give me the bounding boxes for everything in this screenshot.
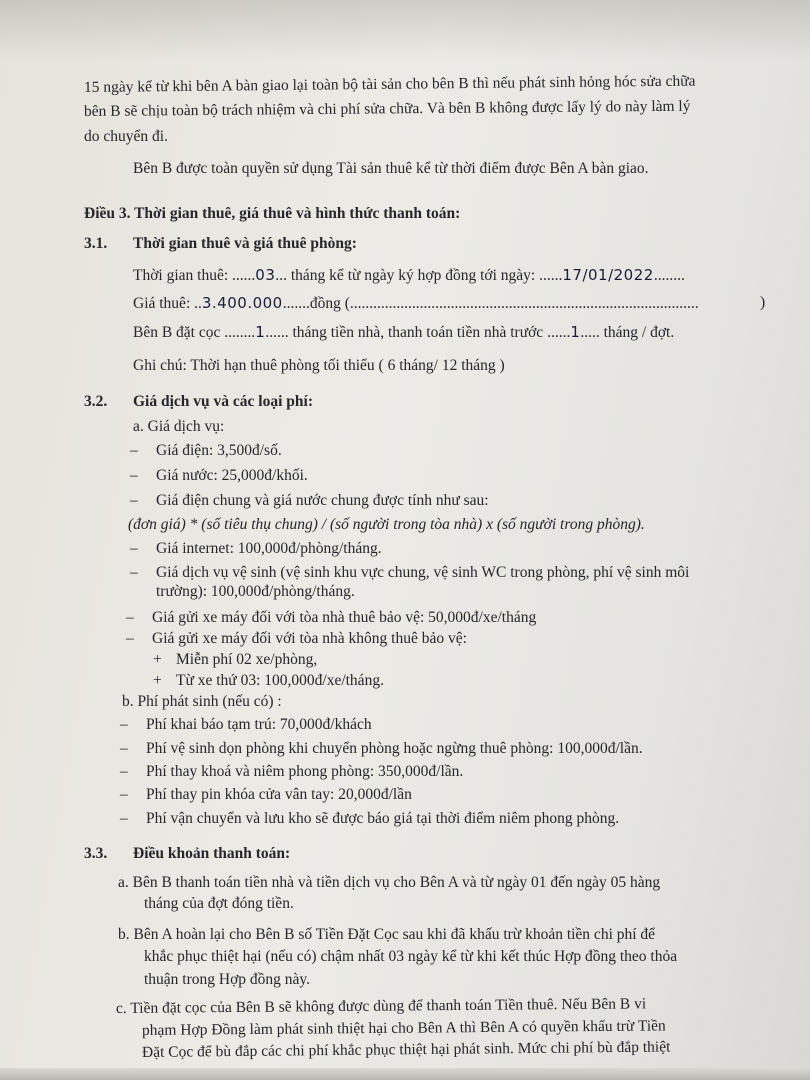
- deposit-dots-left: ........: [224, 324, 256, 341]
- article-3-heading: Điều 3. Thời gian thuê, giá thuê và hình thức thanh toán:: [84, 205, 461, 222]
- intro-line-2: bên B sẽ chịu toàn bộ trách nhiệm và chi phí sửa chữa. Và bên B không được lấy lý do này làm lý: [83, 97, 691, 120]
- fee-transport-storage: Phí vận chuyển và lưu kho sẽ được báo giá tại thời điểm niêm phong phòng.: [146, 810, 620, 827]
- page-shadow: [0, 0, 810, 60]
- fee-lock-change: Phí thay khoá và niêm phong phòng: 350,000đ/lần.: [146, 763, 464, 780]
- parking-unguarded-label: Giá gửi xe máy đối với tòa nhà không thuê bảo vệ:: [152, 630, 467, 647]
- dash-bullet: –: [120, 716, 128, 733]
- electric-price: Giá điện: 3,500đ/số.: [156, 442, 282, 459]
- rent-note: Ghi chú: Thời hạn thuê phòng tối thiểu ( 6 tháng/ 12 tháng ): [133, 357, 505, 374]
- parking-guarded-price: Giá gửi xe máy đối với tòa nhà thuê bảo vệ: 50,000đ/xe/tháng: [152, 609, 537, 626]
- payment-dots-right: .....: [580, 324, 600, 341]
- price-words-dots: ..........................................................................................: [349, 295, 699, 312]
- intro-line-1: 15 ngày kể từ khi bên A bàn giao lại toàn bộ tài sản cho bên B thì nếu phát sinh hỏng hóc sửa chữa: [83, 72, 696, 96]
- payment-term-a-line-2: tháng của đợt đóng tiền.: [144, 895, 294, 912]
- fee-fingerprint-battery: Phí thay pin khóa cửa vân tay: 20,000đ/lần: [146, 786, 412, 803]
- dash-bullet: –: [126, 630, 134, 647]
- price-close-paren: ): [760, 294, 766, 311]
- common-utilities: Giá điện chung và giá nước chung được tính như sau:: [156, 492, 489, 509]
- rent-period-dots-right: ...: [275, 267, 287, 284]
- service-fees-label: a. Giá dịch vụ:: [133, 418, 225, 435]
- fee-temp-residence: Phí khai báo tạm trú: 70,000đ/khách: [146, 716, 372, 733]
- dash-bullet: –: [120, 763, 128, 780]
- parking-third-vehicle: Từ xe thứ 03: 100,000đ/xe/tháng.: [176, 672, 384, 689]
- deposit-text: tháng tiền nhà, thanh toán tiền nhà trước: [292, 324, 544, 341]
- common-formula: (đơn giá) * (số tiêu thụ chung) / (số người trong tòa nhà) x (số người trong phòng).: [128, 516, 645, 533]
- payment-term-c-line-3: Đặt Cọc để bù đắp các chi phí khắc phục thiệt hại phát sinh. Mức chi phí bù đắp thiệt: [141, 1038, 671, 1061]
- payment-term-a-line-1: a. Bên B thanh toán tiền nhà và tiền dịch vụ cho Bên A và từ ngày 01 đến ngày 05 hàng: [118, 874, 661, 891]
- internet-price: Giá internet: 100,000đ/phòng/tháng.: [156, 540, 382, 557]
- section-3-2-number: 3.2.: [84, 393, 108, 410]
- cleaning-price-line-1: Giá dịch vụ vệ sinh (vệ sinh khu vực chung, vệ sinh WC trong phòng, phí vệ sinh môi: [156, 564, 690, 581]
- rent-period-handwritten: 03: [255, 266, 276, 284]
- price-unit: đồng (: [309, 295, 350, 312]
- plus-bullet: +: [153, 672, 162, 689]
- dash-bullet: –: [130, 442, 138, 459]
- parking-free: Miễn phí 02 xe/phòng,: [176, 651, 318, 668]
- payment-term-b-line-1: b. Bên A hoàn lại cho Bên B số Tiền Đặt Cọc sau khi đã khấu trừ khoản tiền chi phí để: [118, 926, 656, 943]
- price-handwritten: 3.400.000: [201, 294, 283, 312]
- section-3-2-title: Giá dịch vụ và các loại phí:: [133, 393, 313, 410]
- fee-room-cleaning: Phí vệ sinh dọn phòng khi chuyển phòng hoặc ngừng thuê phòng: 100,000đ/lần.: [146, 740, 643, 757]
- rent-period-row: [133, 266, 685, 285]
- cleaning-price-line-2: trường): 100,000đ/phòng/tháng.: [156, 583, 355, 600]
- dash-bullet: –: [120, 740, 128, 757]
- price-row: [133, 294, 699, 313]
- deposit-row: [133, 323, 674, 342]
- dash-bullet: –: [130, 467, 138, 484]
- start-date-handwritten: 17/01/2022: [562, 266, 654, 284]
- payment-handwritten: 1: [570, 323, 581, 341]
- dash-bullet: –: [130, 564, 138, 581]
- start-date-dots-right: ........: [653, 267, 685, 284]
- payment-dots-left: ......: [547, 324, 571, 341]
- plus-bullet: +: [153, 651, 162, 668]
- dash-bullet: –: [126, 609, 134, 626]
- dash-bullet: –: [120, 786, 128, 803]
- payment-term-c-line-2: phạm Hợp Đồng làm phát sinh thiệt hại cho Bên A thì Bên A có quyền khấu trừ Tiền: [141, 1017, 666, 1039]
- payment-term-b-line-3: thuận trong Hợp đồng này.: [144, 971, 311, 988]
- section-3-1-number: 3.1.: [84, 235, 108, 252]
- deposit-dots-right: ......: [265, 324, 289, 341]
- price-dots-right: .......: [282, 295, 310, 312]
- start-date-dots-left: ......: [539, 267, 563, 284]
- payment-term-b-line-2: khắc phục thiệt hại (nếu có) chậm nhất 03 ngày kể từ khi kết thúc Hợp đồng theo thỏa: [144, 948, 678, 965]
- page-fold: [0, 1068, 810, 1080]
- intro-line-3: do chuyển đi.: [84, 128, 168, 145]
- payment-term-c-line-1: c. Tiền đặt cọc của Bên B sẽ không được dùng để thanh toán Tiền thuê. Nếu Bên B vi: [115, 995, 647, 1017]
- incidental-fees-label: b. Phí phát sinh (nếu có) :: [122, 693, 282, 710]
- water-price: Giá nước: 25,000đ/khối.: [156, 467, 308, 484]
- rent-period-text: tháng kể từ ngày ký hợp đồng tới ngày:: [290, 267, 536, 284]
- dash-bullet: –: [120, 810, 128, 827]
- intro-paragraph: Bên B được toàn quyền sử dụng Tài sản thuê kể từ thời điểm được Bên A bàn giao.: [133, 160, 649, 177]
- section-3-1-title: Thời gian thuê và giá thuê phòng:: [133, 235, 357, 252]
- section-3-3-number: 3.3.: [84, 845, 108, 862]
- rent-period-dots-left: ......: [232, 267, 256, 284]
- deposit-handwritten: 1: [255, 323, 266, 341]
- price-label: Giá thuê:: [133, 295, 191, 312]
- rent-period-label: Thời gian thuê:: [133, 267, 229, 284]
- dash-bullet: –: [130, 492, 138, 509]
- payment-unit: tháng / đợt.: [603, 324, 675, 341]
- deposit-label: Bên B đặt cọc: [133, 324, 221, 341]
- dash-bullet: –: [130, 540, 138, 557]
- price-dots-left: ..: [194, 295, 202, 312]
- section-3-3-title: Điều khoản thanh toán:: [133, 845, 291, 862]
